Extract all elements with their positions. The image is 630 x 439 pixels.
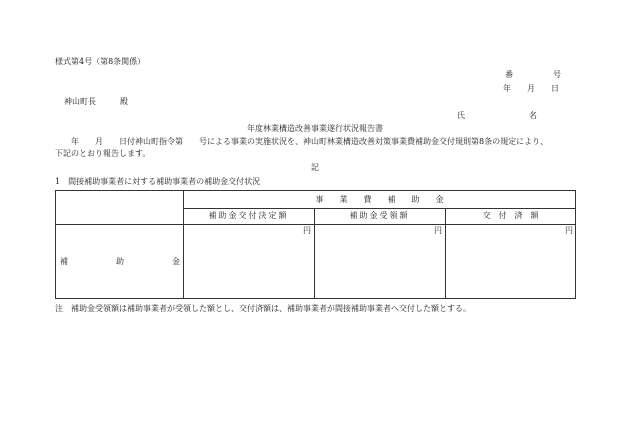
row-label-subsidy: 補 助 金 xyxy=(60,257,180,266)
document-title: 年度林業構造改善事業遂行状況報告書 xyxy=(247,124,383,133)
unit-yen: 円 xyxy=(565,226,573,235)
number-label: 番 号 xyxy=(505,70,561,79)
table-line xyxy=(183,208,576,209)
subsidy-table xyxy=(55,190,576,299)
applicant-name-label: 氏 名 xyxy=(457,111,537,120)
addressee: 神山町長 殿 xyxy=(64,97,128,106)
table-line xyxy=(445,208,446,298)
column-header-paid-amount: 交 付 済 額 xyxy=(482,211,539,220)
unit-yen: 円 xyxy=(434,226,442,235)
footnote: 注 補助金受領額は補助事業者が受領した額とし、交付済額は、補助事業者が間接補助事業者へ交付した額とする。 xyxy=(55,304,471,313)
table-line xyxy=(183,191,184,298)
table-line xyxy=(56,224,576,225)
form-number: 様式第4号（第8条関係） xyxy=(55,57,146,66)
table-line xyxy=(314,208,315,298)
unit-yen: 円 xyxy=(303,226,311,235)
header-group-label: 事 業 費 補 助 金 xyxy=(315,195,444,204)
section-1-heading: 1 間接補助事業者に対する補助事業者の補助金交付状況 xyxy=(55,177,261,186)
body-text-line-1: 年 月 日付神山町指令第 号による事業の実施状況を、神山町林業構造改善対策事業費補助金交付規則第8条の規定により、 xyxy=(55,137,549,146)
date-label: 年 月 日 xyxy=(503,84,559,93)
column-header-received-amount: 補助金受領額 xyxy=(349,211,410,220)
body-text-line-2: 下記のとおり報告します。 xyxy=(55,149,151,158)
ki-marker: 記 xyxy=(311,163,319,172)
column-header-decision-amount: 補助金交付決定額 xyxy=(208,211,289,220)
